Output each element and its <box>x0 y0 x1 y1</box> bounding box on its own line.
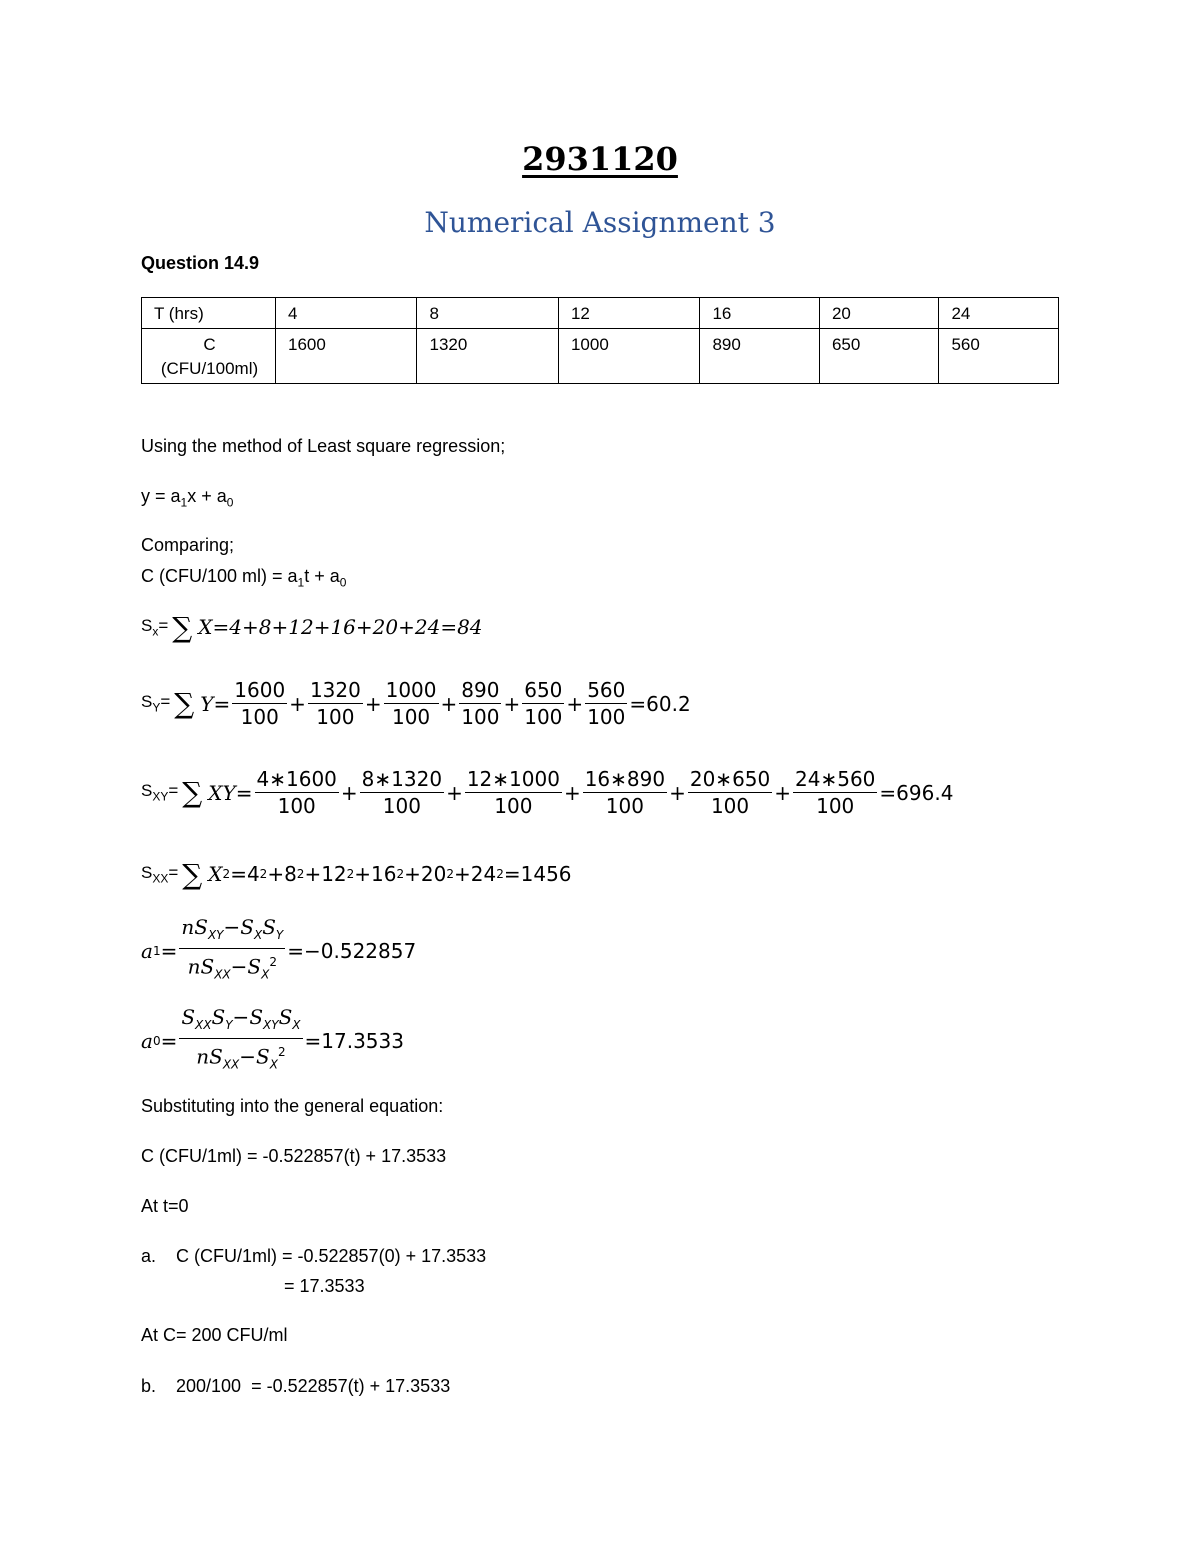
sy-equation: $S_Y=$ ∑ Y = $\frac{1600}{100}$ + $\frac{1320}{100}$ + $\frac{1000}{100}$ + $\frac{890}{100}$ + $\frac{650}{100}$ + $\frac{560}{100}$ =60.2 <box>141 678 691 729</box>
compare-equation: C (CFU/100 $ml) = a_1t + a_0$ <box>141 566 347 590</box>
question-heading: Question 14.9 <box>141 253 260 273</box>
intro-text: Using the method of Least square regression; <box>141 436 506 456</box>
table-cell: 8 <box>417 298 558 329</box>
sxy-equation: $S_{XY}=$ ∑ XY = $\frac{4∗1600}{100}$ + $\frac{8∗1320}{100}$ + $\frac{12∗1000}{100}$ + $\frac{16∗890}{100}$ + $\frac{20∗650}{100}$ + $\frac{24∗560}{100}$ =696.4 <box>141 767 954 818</box>
comparing-text: Comparing; <box>141 535 235 555</box>
part-a-label: a. <box>141 1246 157 1266</box>
table-cell: C (CFU/100ml) <box>142 329 276 384</box>
general-equation: C (CFU/1ml) = -0.522857(t) + 17.3533 <box>141 1146 447 1166</box>
part-b-label: b. <box>141 1376 157 1396</box>
table-cell: 4 <box>276 298 417 329</box>
at-c200-text: At C= 200 CFU/ml <box>141 1325 288 1345</box>
model-equation: $y = a_1x + a_0$ <box>141 486 234 510</box>
table-row <box>142 298 1059 329</box>
page-subtitle: Numerical Assignment 3 <box>424 206 776 239</box>
page-title: 2931120 <box>522 140 678 178</box>
part-a-equation: C (CFU/1ml) = -0.522857(0) + 17.3533 <box>176 1246 487 1266</box>
table-cell: 650 <box>819 329 939 384</box>
substituting-text: Substituting into the general equation: <box>141 1096 444 1116</box>
sx-equation: $S_x=$ ∑ X=4+8+12+16+20+24=84 <box>141 610 483 644</box>
part-b-equation: 200/100 = -0.522857(t) + 17.3533 <box>176 1376 451 1396</box>
part-a-result: = 17.3533 <box>284 1276 365 1296</box>
table-cell: 24 <box>939 298 1059 329</box>
table-cell: 1600 <box>276 329 417 384</box>
table-cell: 1000 <box>558 329 699 384</box>
a0-equation: a 0 = $\frac{S_{XX}S_Y-S_{XY}S_X}{nS_{XX}-S_X^2}$ =17.3533 <box>141 1005 404 1072</box>
sxx-equation: $S_{XX}=$ ∑ X 2 =4 2 +8 2 +12 2 +16 2 +20 2 +24 2 =1456 <box>141 857 572 891</box>
data-table <box>141 297 1059 384</box>
table-cell: 16 <box>700 298 820 329</box>
a1-equation: a 1 = $\frac{nS_{XY}-S_XS_Y}{nS_{XX}-S_X^2}$ =−0.522857 <box>141 915 417 982</box>
table-cell: 1320 <box>417 329 558 384</box>
table-row <box>142 329 1059 384</box>
table-cell: 12 <box>558 298 699 329</box>
table-cell: 890 <box>700 329 820 384</box>
table-cell: T (hrs) <box>142 298 276 329</box>
table-cell: 20 <box>819 298 939 329</box>
table-cell: 560 <box>939 329 1059 384</box>
at-t0-text: At t=0 <box>141 1196 189 1216</box>
